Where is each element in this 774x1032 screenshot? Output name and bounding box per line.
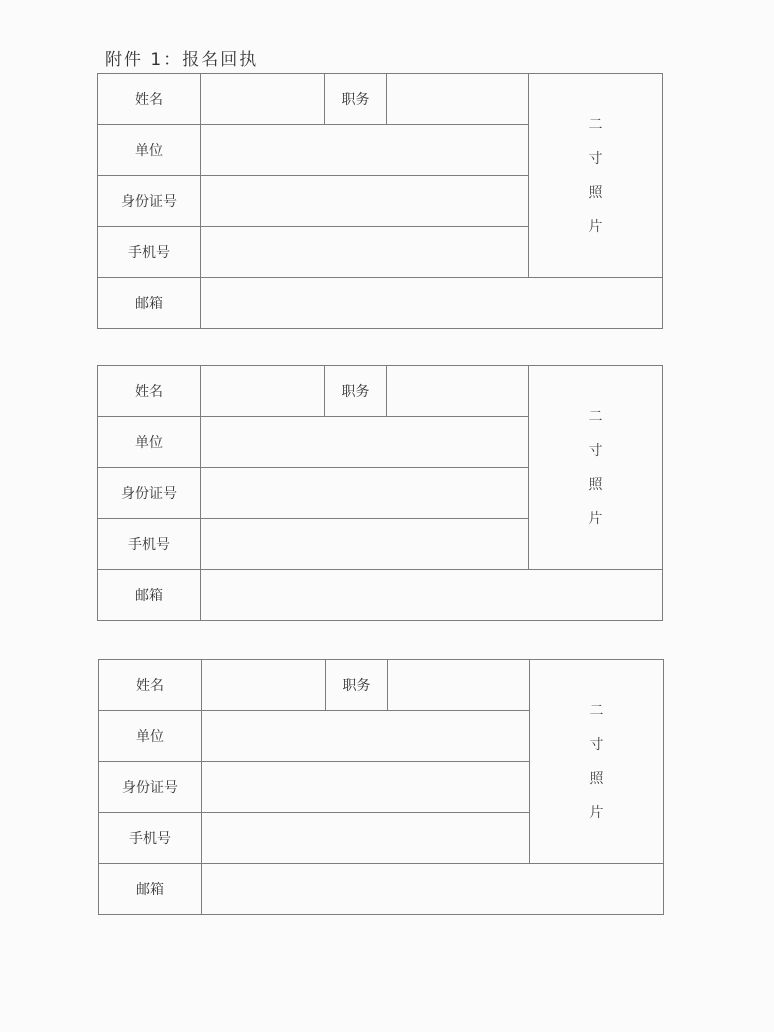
field-phone[interactable]: [201, 519, 529, 570]
label-email: 邮箱: [98, 278, 201, 329]
label-organization: 单位: [99, 711, 202, 762]
row-email: [98, 278, 663, 329]
label-id-number: 身份证号: [98, 176, 201, 227]
photo-label-char: 照: [588, 476, 603, 493]
label-organization: 单位: [98, 417, 201, 468]
field-name[interactable]: [201, 366, 325, 417]
photo-label-char: 寸: [589, 736, 604, 753]
field-organization[interactable]: [201, 417, 529, 468]
photo-label-char: 二: [588, 116, 603, 133]
photo-box[interactable]: [530, 660, 664, 864]
label-name: 姓名: [98, 74, 201, 125]
field-position[interactable]: [387, 366, 529, 417]
row-name: [98, 74, 663, 125]
label-email: 邮箱: [99, 864, 202, 915]
document-title: 附件 1：报名回执: [105, 50, 259, 70]
label-phone: 手机号: [99, 813, 202, 864]
photo-label-char: 二: [589, 702, 604, 719]
field-name[interactable]: [201, 74, 325, 125]
row-email: [99, 864, 664, 915]
photo-label-char: 寸: [588, 150, 603, 167]
registration-form-1: [97, 73, 663, 329]
label-position: 职务: [325, 366, 387, 417]
row-name: [99, 660, 664, 711]
label-organization: 单位: [98, 125, 201, 176]
field-id-number[interactable]: [201, 176, 529, 227]
field-organization[interactable]: [202, 711, 530, 762]
registration-form-3: [98, 659, 664, 915]
photo-label-char: 寸: [588, 442, 603, 459]
photo-label-char: 照: [588, 184, 603, 201]
photo-label-char: 二: [588, 408, 603, 425]
row-name: [98, 366, 663, 417]
photo-label-char: 片: [588, 510, 603, 527]
photo-box[interactable]: [529, 366, 663, 570]
label-position: 职务: [326, 660, 388, 711]
field-email[interactable]: [201, 278, 663, 329]
label-email: 邮箱: [98, 570, 201, 621]
field-id-number[interactable]: [201, 468, 529, 519]
field-position[interactable]: [388, 660, 530, 711]
field-name[interactable]: [202, 660, 326, 711]
photo-label-char: 片: [589, 804, 604, 821]
field-phone[interactable]: [201, 227, 529, 278]
field-phone[interactable]: [202, 813, 530, 864]
field-organization[interactable]: [201, 125, 529, 176]
row-email: [98, 570, 663, 621]
registration-form-2: [97, 365, 663, 621]
label-name: 姓名: [98, 366, 201, 417]
photo-label-char: 片: [588, 218, 603, 235]
label-position: 职务: [325, 74, 387, 125]
label-id-number: 身份证号: [99, 762, 202, 813]
field-email[interactable]: [202, 864, 664, 915]
label-phone: 手机号: [98, 227, 201, 278]
field-id-number[interactable]: [202, 762, 530, 813]
field-position[interactable]: [387, 74, 529, 125]
label-name: 姓名: [99, 660, 202, 711]
label-phone: 手机号: [98, 519, 201, 570]
label-id-number: 身份证号: [98, 468, 201, 519]
photo-label-char: 照: [589, 770, 604, 787]
photo-box[interactable]: [529, 74, 663, 278]
field-email[interactable]: [201, 570, 663, 621]
